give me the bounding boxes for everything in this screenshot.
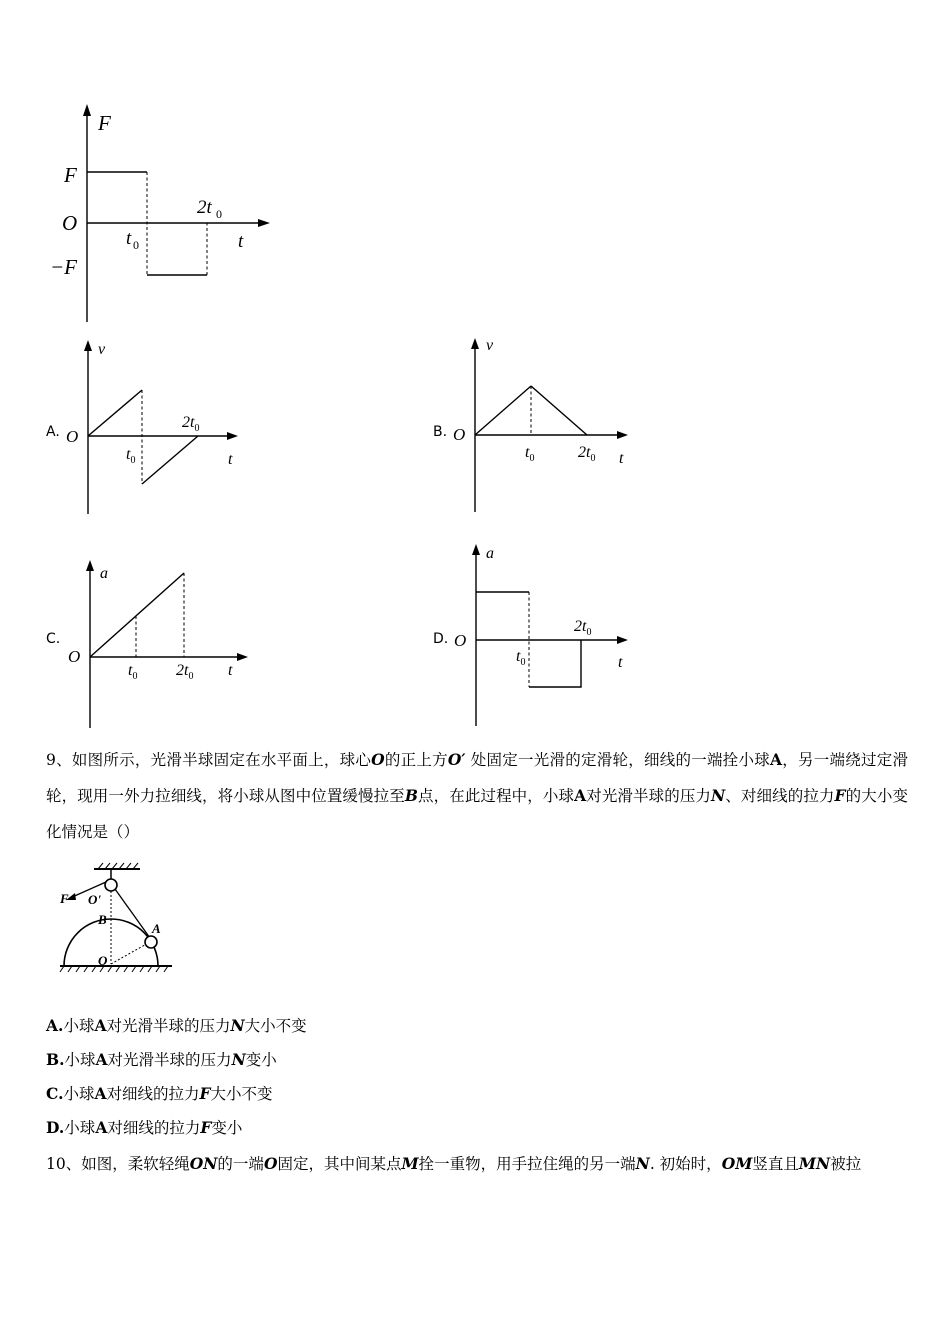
answer-b[interactable]: B.小球A对光滑半球的压力N变小 [46, 1050, 277, 1069]
label-o-prime: O' [88, 892, 101, 907]
x-arrow [227, 432, 238, 440]
question-10-text: 10、如图，柔软轻绳ON的一端O固定，其中间某点M拴一重物，用手拉住绳的另一端N. 初始时，OM竖直且MN被拉 [46, 1154, 862, 1173]
answer-d[interactable]: D.小球A对细线的拉力F变小 [46, 1118, 243, 1137]
question-9-text: 9、如图所示，光滑半球固定在水平面上，球心O的正上方O′ 处固定一光滑的定滑轮，细线的一端拴小球A，另一端绕过定滑轮，现用一外力拉细线，将小球从图中位置缓慢拉至B点，在此过程中，小球A对光滑半球的压力N、对细线的拉力F的大小变化情况是（） [46, 750, 908, 841]
t0-label: $t_0$ [126, 446, 136, 466]
x-arrow [258, 219, 270, 227]
t0-sub: 0 [133, 238, 139, 252]
option-b-label: B. [433, 424, 448, 440]
radius-dashed-line [111, 942, 150, 964]
option-a-graph [60, 338, 250, 518]
rope-to-ball [115, 889, 150, 938]
origin-label: O [62, 211, 78, 235]
ball-a [145, 936, 157, 948]
option-a-label: A. [46, 424, 60, 440]
y-arrow [83, 104, 91, 116]
force-time-graph [40, 100, 280, 330]
t0-label: t [126, 228, 132, 249]
x-arrow [617, 636, 628, 644]
option-c-graph [60, 556, 260, 736]
origin-label: O [66, 427, 79, 446]
t0-label: $t_0$ [525, 444, 535, 464]
2t0-sub: 0 [216, 207, 222, 221]
option-b-graph [448, 334, 638, 514]
label-a: A [152, 921, 161, 936]
t0-label: $t_0$ [516, 648, 526, 668]
y-axis-label: v [486, 337, 494, 354]
question-number: 9、 [46, 751, 72, 769]
label-b: B [98, 912, 107, 927]
option-c-label: C. [46, 631, 61, 647]
y-arrow [472, 544, 480, 555]
y-axis-label: a [100, 565, 108, 582]
neg-f-level-label: −F [50, 255, 77, 279]
hemisphere-pulley-figure [50, 858, 180, 978]
option-d-label: D. [433, 631, 449, 647]
x-arrow [237, 653, 248, 661]
x-axis-label: t [228, 662, 233, 679]
y-axis-label: v [98, 341, 106, 358]
question-number: 10、 [46, 1155, 82, 1173]
x-axis-label: t [619, 450, 624, 467]
y-arrow [84, 340, 92, 351]
f-level-label: F [64, 163, 77, 187]
x-arrow [617, 431, 628, 439]
answer-c[interactable]: C.小球A对细线的拉力F大小不变 [46, 1084, 273, 1103]
y-axis-label: F [98, 111, 111, 135]
velocity-fall [531, 386, 587, 435]
y-arrow [471, 338, 479, 349]
velocity-rise [475, 386, 531, 435]
x-axis-label: t [618, 654, 623, 671]
2t0-label: $2t_0$ [182, 414, 200, 434]
y-arrow [86, 560, 94, 571]
acceleration-line [90, 573, 184, 657]
x-axis-label: t [228, 451, 233, 468]
2t0-label: $2t_0$ [176, 662, 194, 682]
velocity-rise [88, 390, 142, 436]
label-o: O [98, 953, 108, 968]
t0-label: $t_0$ [128, 662, 138, 682]
2t0-label: $2t_0$ [574, 618, 592, 638]
origin-label: O [68, 647, 81, 666]
hemisphere [64, 919, 158, 966]
origin-label: O [453, 425, 466, 444]
velocity-return [142, 436, 198, 484]
accel-negative-segment [529, 640, 581, 687]
y-axis-label: a [486, 545, 494, 562]
2t0-label: 2t [197, 197, 212, 218]
answer-a[interactable]: A.小球A对光滑半球的压力N大小不变 [46, 1016, 307, 1035]
label-f: F [60, 891, 69, 906]
origin-label: O [454, 631, 467, 650]
option-d-graph [448, 540, 638, 730]
x-axis-label: t [238, 231, 244, 252]
2t0-label: $2t_0$ [578, 444, 596, 464]
